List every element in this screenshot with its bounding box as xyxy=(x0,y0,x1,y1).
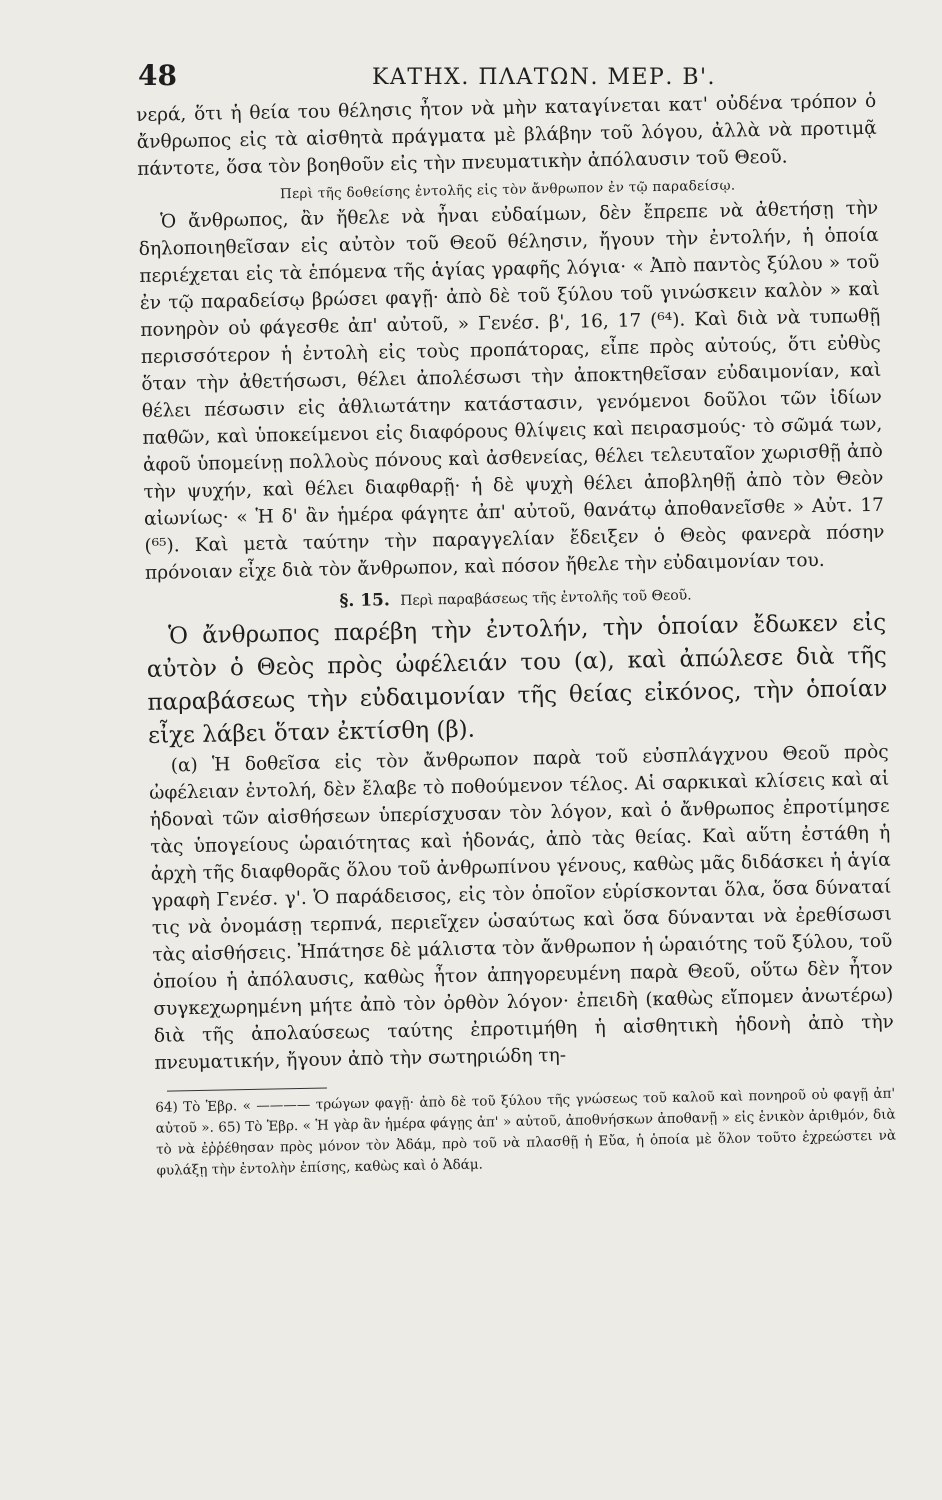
paragraph-commandment: Ὁ ἄνθρωπος, ἂν ἤθελε νὰ ἦναι εὐδαίμων, δὲν ἔπρεπε νὰ ἀθετήσῃ τὴν δηλοποιηθεῖσαν εἰς αὐτὸν τοῦ Θεοῦ θέλησιν, ἤγουν τὴν ἐντολήν, ἡ ὁποία περιέχεται εἰς τὰ ἑπόμενα τῆς ἁγίας γραφῆς λόγια· « Ἀπὸ παντὸς ξύλου » τοῦ ἐν τῷ παραδείσῳ βρώσει φαγῇ· ἀπὸ δὲ τοῦ ξύλου τοῦ γινώσκειν καλὸν » καὶ πονηρὸν οὐ φάγεσθε ἀπ' αὐτοῦ, » Γενέσ. β', 16, 17 (⁶⁴). Καὶ διὰ νὰ τυπωθῇ περισσότερον ἡ ἐντολὴ εἰς τοὺς προπάτορας, εἶπε πρὸς αὐτούς, ὅτι εὐθὺς ὅταν τὴν ἀθετήσωσι, θέλει ἀπολέσωσι τὴν ἀποκτηθεῖσαν εὐδαιμονίαν, καὶ θέλει πέσωσιν εἰς ἀθλιωτάτην κατάστασιν, γενόμενοι δοῦλοι τῶν ἰδίων παθῶν, καὶ ὑποκείμενοι εἰς διαφόρους θλίψεις καὶ πειρασμούς· τὸ σῶμά των, ἀφοῦ ὑπομείνῃ πολλοὺς πόνους καὶ ἀσθενείας, θέλει τελευταῖον χωρισθῇ ἀπὸ τὴν ψυχήν, καὶ θέλει διαφθαρῇ· ἡ δὲ ψυχὴ θέλει ἀποβληθῇ ἀπὸ τὸν Θεὸν αἰωνίως· « Ἡ δ' ἂν ἡμέρα φάγητε ἀπ' αὐτοῦ, θανάτῳ ἀποθανεῖσθε » Αὐτ. 17 (⁶⁵). Καὶ μετὰ ταύτην τὴν παραγγελίαν ἔδειξεν ὁ Θεὸς φανερὰ πόσην πρόνοιαν εἶχε διὰ τὸν ἄνθρωπον, καὶ πόσον ἤθελε τὴν εὐδαιμονίαν του. xyxy=(138,197,885,584)
footnotes: 64) Τὸ Ἑβρ. « ———— τρώγων φαγῇ· ἀπὸ δὲ τοῦ ξύλου τῆς γνώσεως τοῦ καλοῦ καὶ πονηροῦ οὐ φαγῇ ἀπ' αὐτοῦ ». 65) Τὸ Ἑβρ. « Ἡ γὰρ ἂν ἡμέρα φάγῃς ἀπ' » αὐτοῦ, ἀποθνήσκων ἀποθανῇ » εἰς ἑνικὸν ἀριθμόν, διὰ τὸ νὰ ἐῤῥέθησαν πρὸς μόνον τὸν Ἀδάμ, πρὸ τοῦ νὰ πλασθῇ ἡ Εὔα, ἡ ὁποία μὲ ὅλον τοῦτο ἐχρεώστει νὰ φυλάξῃ τὴν ἐντολὴν ἐπίσης, καθὼς καὶ ὁ Ἀδάμ. xyxy=(155,1085,897,1179)
subheading: Περὶ τῆς δοθείσης ἐντολῆς εἰς τὸν ἄνθρωπον ἐν τῷ παραδείσῳ. xyxy=(279,177,736,203)
running-head: ΚΑΤΗΧ. ΠΛΑΤΩΝ. ΜΕΡ. Β'. xyxy=(372,65,717,90)
section-title: Περὶ παραβάσεως τῆς ἐντολῆς τοῦ Θεοῦ. xyxy=(400,587,692,610)
page-number: 48 xyxy=(138,59,177,92)
section-thesis: Ὁ ἄνθρωπος παρέβη τὴν ἐντολήν, τὴν ὁποίαν ἔδωκεν εἰς αὐτὸν ὁ Θεὸς πρὸς ὠφέλειάν του (α), καὶ ἀπώλεσε διὰ τῆς παραβάσεως τὴν εὐδαιμονίαν τῆς θείας εἰκόνος, τὴν ὁποίαν εἶχε λάβει ὅταν ἐκτίσθη (β). xyxy=(146,609,888,749)
footnote-rule xyxy=(167,1088,327,1092)
paragraph-explanation: (α) Ἡ δοθεῖσα εἰς τὸν ἄνθρωπον παρὰ τοῦ εὐσπλάγχνου Θεοῦ πρὸς ὠφέλειαν ἐντολή, δὲν ἔλαβε τὸ ποθούμενον τέλος. Αἱ σαρκικαὶ κλίσεις καὶ αἱ ἡδοναὶ τῶν αἰσθήσεων ὑπερίσχυσαν τὸν λόγον, καὶ ὁ ἄνθρωπος ἐπροτίμησε τὰς ὑπογείους ὡραιότητας καὶ ἡδονάς, ἀπὸ τὰς θείας. Καὶ αὕτη ἐστάθη ἡ ἀρχὴ τῆς διαφθορᾶς ὅλου τοῦ ἀνθρωπίνου γένους, καθὼς μᾶς διδάσκει ἡ ἁγία γραφὴ Γενέσ. γ'. Ὁ παράδεισος, εἰς τὸν ὁποῖον εὑρίσκονται ὅλα, ὅσα δύναταί τις νὰ ὀνομάσῃ τερπνά, περιεῖχεν ὡσαύτως καὶ ὅσα δύνανται νὰ ἐρεθίσωσι τὰς αἰσθήσεις. Ἠπάτησε δὲ μάλιστα τὸν ἄνθρωπον ἡ ὡραιότης τοῦ ξύλου, τοῦ ὁποίου ἡ ἀπόλαυσις, καθὼς ἦτον ἀπηγορευμένη παρὰ Θεοῦ, οὕτω δὲν ἦτον συγκεχωρημένη μήτε ἀπὸ τὸν ὀρθὸν λόγον· ἐπειδὴ (καθὼς εἴπομεν ἀνωτέρω) διὰ τῆς ἀπολαύσεως ταύτης ἐπροτιμήθη ἡ αἰσθητικὴ ἡδονὴ ἀπὸ τὴν πνευματικήν, ἤγουν ἀπὸ τὴν σωτηριώδη τη- xyxy=(149,741,895,1074)
paragraph-continuation: νερά, ὅτι ἡ θεία του θέλησις ἦτον νὰ μὴν καταγίνεται κατ' οὐδένα τρόπον ὁ ἄνθρωπος εἰς τὰ αἰσθητὰ πράγματα μὲ βλάβην τοῦ λόγου, ἀλλὰ νὰ προτιμᾷ πάντοτε, ὅσα τὸν βοηθοῦν εἰς τὴν πνευματικὴν ἀπόλαυσιν τοῦ Θεοῦ. xyxy=(136,90,877,180)
section-number: §. 15. xyxy=(339,590,390,612)
page-body xyxy=(136,88,897,1182)
